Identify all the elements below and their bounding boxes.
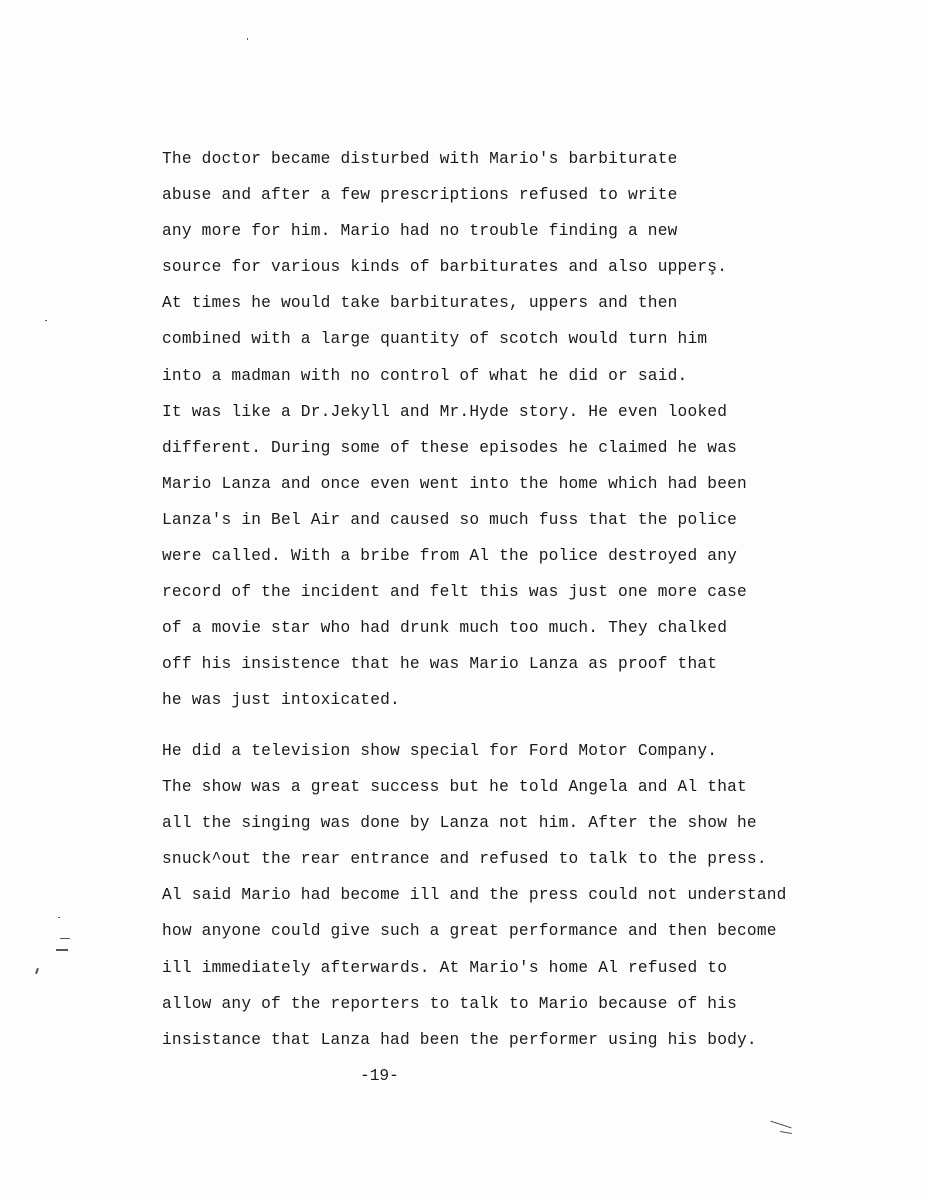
paragraph-line: allow any of the reporters to talk to Mario because of his xyxy=(162,994,738,1013)
paragraph-line: Mario Lanza and once even went into the home which had been xyxy=(162,474,747,493)
paragraph-line: off his insistence that he was Mario Lanza as proof that xyxy=(162,655,718,674)
scan-speck xyxy=(58,917,60,918)
paragraph-line: The show was a great success but he told Angela and Al that xyxy=(162,778,747,797)
paragraph-line: into a madman with no control of what he did or said. xyxy=(162,366,688,385)
paragraph-2 xyxy=(162,733,787,1058)
paragraph-line: ill immediately afterwards. At Mario's home Al refused to xyxy=(162,958,728,977)
paragraph-line: of a movie star who had drunk much too much. They chalked xyxy=(162,619,728,638)
paragraph-line: source for various kinds of barbiturates and also upperş. xyxy=(162,258,728,277)
paragraph-line: Al said Mario had become ill and the press could not understand xyxy=(162,886,787,905)
scan-speck xyxy=(45,320,47,321)
paragraph-line: all the singing was done by Lanza not him. After the show he xyxy=(162,814,757,833)
paragraph-line: snuck^out the rear entrance and refused to talk to the press. xyxy=(162,850,767,869)
paragraph-line: insistance that Lanza had been the performer using his body. xyxy=(162,1030,757,1049)
paragraph-line: combined with a large quantity of scotch would turn him xyxy=(162,330,708,349)
paragraph-line: he was just intoxicated. xyxy=(162,691,400,710)
paragraph-line: The doctor became disturbed with Mario's barbiturate xyxy=(162,150,678,168)
paragraph-line: Lanza's in Bel Air and caused so much fuss that the police xyxy=(162,510,738,529)
paragraph-line: how anyone could give such a great performance and then become xyxy=(162,922,777,941)
paragraph-line: At times he would take barbiturates, uppers and then xyxy=(162,294,678,313)
paragraph-line: abuse and after a few prescriptions refused to write xyxy=(162,186,678,205)
paragraph-line: It was like a Dr.Jekyll and Mr.Hyde story. He even looked xyxy=(162,402,728,421)
scan-speck xyxy=(247,38,248,40)
scan-speck xyxy=(35,968,39,974)
paragraph-line: any more for him. Mario had no trouble finding a new xyxy=(162,222,678,241)
scan-speck xyxy=(780,1131,792,1134)
scan-speck xyxy=(770,1121,791,1129)
paragraph-line: were called. With a bribe from Al the police destroyed any xyxy=(162,547,738,566)
paragraph-line: He did a television show special for Ford Motor Company. xyxy=(162,742,718,760)
scan-speck xyxy=(60,938,70,939)
paragraph-1 xyxy=(162,141,747,719)
paragraph-line: record of the incident and felt this was just one more case xyxy=(162,583,747,602)
page-number: -19- xyxy=(360,1067,399,1085)
paragraph-line: different. During some of these episodes he claimed he was xyxy=(162,438,738,457)
scan-speck xyxy=(56,949,68,951)
